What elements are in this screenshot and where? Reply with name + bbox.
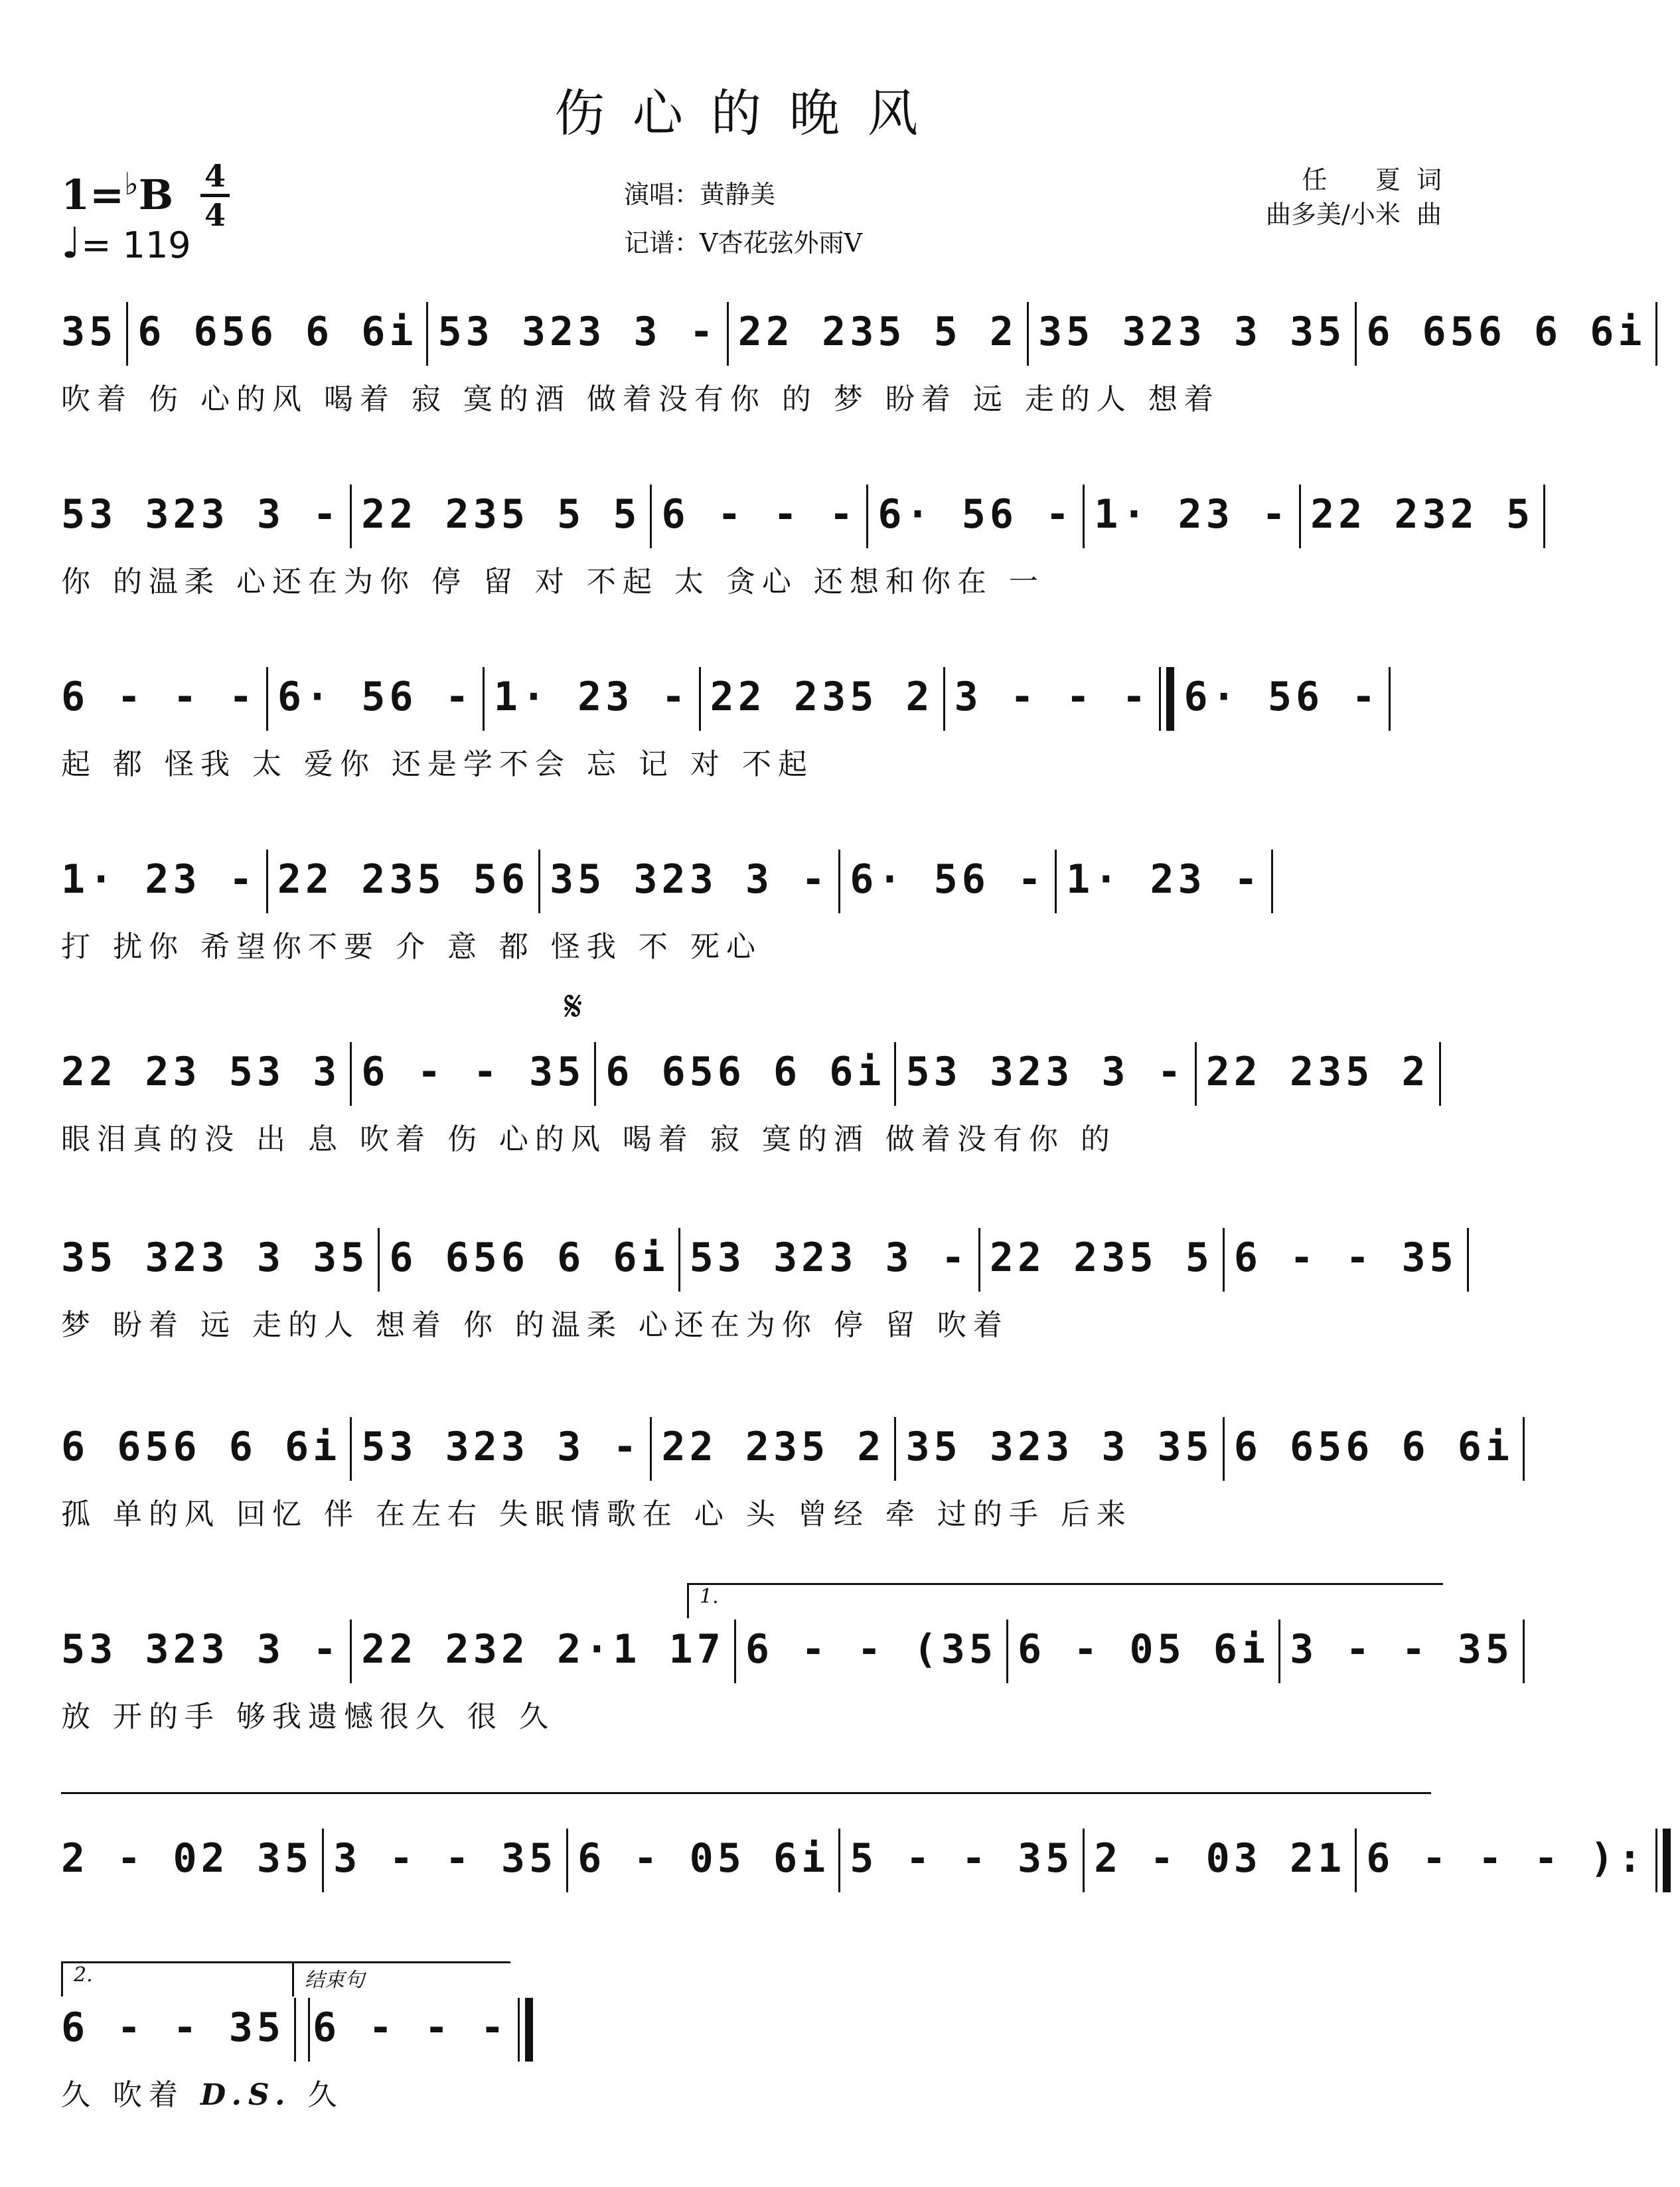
quarter-note-icon: ♩	[61, 219, 82, 268]
score-system-2	[61, 478, 1535, 600]
score-system-6	[61, 1221, 1458, 1343]
notation-line: 35 323 3 35 6 656 6 6i 53 323 3 - 22 235 5 6 - - 35	[61, 1221, 1440, 1294]
score-system-5	[61, 1035, 1440, 1158]
score-system-8	[61, 1613, 1514, 1735]
notation-line: 6 656 6 6i 53 323 3 - 22 235 2 35 323 3 35 6 656 6 6i	[61, 1410, 1440, 1483]
lyrics-line: 孤 单的风 回忆 伴 在左右 失眠情歌在 心 头 曾经 牵 过的手 后来	[61, 1497, 1132, 1531]
second-ending-bracket: 2.	[61, 1961, 293, 1997]
score-system-1	[61, 295, 1646, 417]
lyrics-line: 你 的温柔 心还在为你 停 留 对 不起 太 贪心 还想和你在 一	[61, 565, 1045, 599]
repeat-start-barline	[1166, 667, 1174, 731]
notation-line: 53 323 3 - 22 235 5 5 6 - - - 6· 56 - 1· 23 - 22 232 5	[61, 478, 1440, 551]
lyrics-line: 吹着 伤 心的风 喝着 寂 寞的酒 做着没有你 的 梦 盼着 远 走的人 想着	[61, 382, 1220, 416]
repeat-end-barline	[1663, 1829, 1671, 1892]
singer-credit: 演唱：黄静美	[624, 180, 776, 209]
notation-line: 1· 23 - 22 235 56 35 323 3 - 6· 56 - 1· 23 -	[61, 843, 1440, 916]
page-title: 伤心的晚风	[554, 84, 946, 143]
key-signature: 1=♭B	[61, 166, 174, 219]
notation-line: 22 23 53 3 6 - - 35 6 656 6 6i 53 323 3 - 22 235 2	[61, 1035, 1440, 1108]
composer-credit: 曲多美/小米 曲	[1266, 200, 1442, 229]
score-system-9	[61, 1822, 1646, 1895]
notation-line: 6 - - - 6· 56 - 1· 23 - 22 235 2 3 - - - 6· 56 -	[61, 660, 1440, 733]
notation-line: 35 6 656 6 6i 53 323 3 - 22 235 5 2 35 323 3 35 6 656 6 6i	[61, 295, 1440, 368]
lyrics-line: 梦 盼着 远 走的人 想着 你 的温柔 心还在为你 停 留 吹着	[61, 1308, 1009, 1342]
segno-icon: 𝄋	[564, 982, 583, 1031]
dal-segno-mark: D.S.	[200, 2078, 292, 2112]
ending-continuation-line	[61, 1792, 1431, 1794]
first-ending-bracket: 1.	[687, 1583, 1443, 1618]
lyrics-line: 打 扰你 希望你不要 介 意 都 怪我 不 死心	[61, 930, 762, 964]
score-system-7	[61, 1410, 1514, 1533]
coda-bracket: 结束句	[292, 1961, 510, 1997]
time-signature: 4 4	[200, 159, 230, 232]
lyricist-credit: 任 夏 词	[1302, 165, 1442, 194]
lyrics-line: 久 吹着 D.S. 久	[61, 2078, 344, 2112]
notation-line: 6 - - 35 6 - - -	[61, 1991, 1440, 2064]
lyrics-line: 起 都 怪我 太 爱你 还是学不会 忘 记 对 不起	[61, 747, 814, 781]
score-system-4	[61, 843, 1440, 965]
score-system-3	[61, 660, 1440, 783]
notation-line: 53 323 3 - 22 232 2·1 17 6 - - (35 6 - 05 6i 3 - - 35	[61, 1613, 1440, 1686]
tempo-mark: ♩= 119	[61, 219, 191, 268]
score-system-10	[61, 1991, 1440, 2113]
final-barline	[525, 1998, 533, 2062]
flat-icon: ♭	[124, 166, 139, 202]
notation-line: 2 - 02 35 3 - - 35 6 - 05 6i 5 - - 35 2 - 03 21 6 - - - ):	[61, 1822, 1440, 1895]
transcriber-credit: 记谱：V杏花弦外雨V	[624, 228, 862, 258]
lyrics-line: 放 开的手 够我遗憾很久 很 久	[61, 1700, 555, 1734]
lyrics-line: 眼泪真的没 出 息 吹着 伤 心的风 喝着 寂 寞的酒 做着没有你 的	[61, 1122, 1116, 1156]
